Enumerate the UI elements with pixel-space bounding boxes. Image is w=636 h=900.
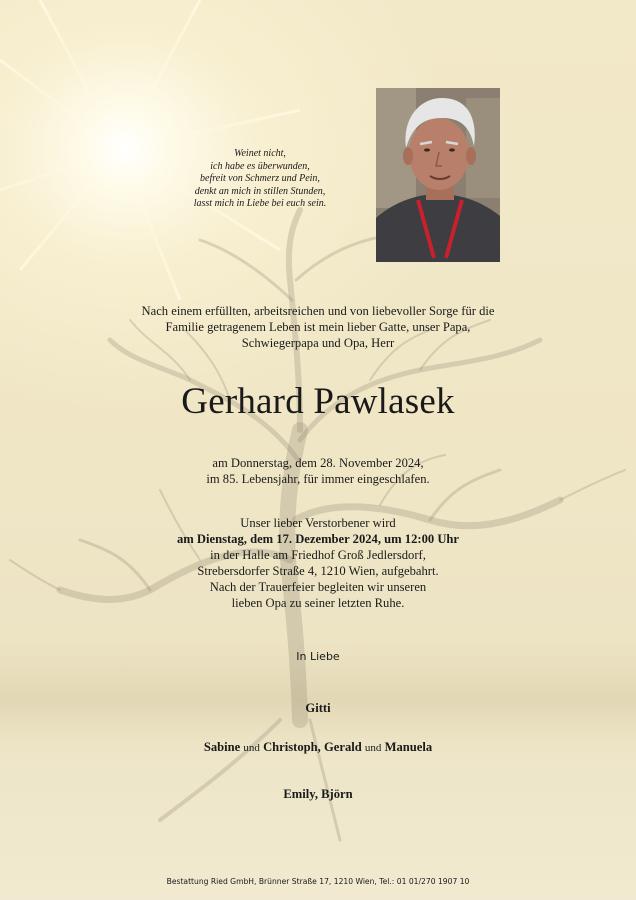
family-und: und <box>243 742 260 754</box>
intro-line: Schwiegerpapa und Opa, Herr <box>241 336 395 350</box>
poem-line: denkt an mich in stillen Stunden, <box>194 185 326 197</box>
service-date: am Dienstag, dem 17. Dezember 2024, um 12:00 Uhr <box>176 532 460 546</box>
family-und: und <box>364 742 382 754</box>
funeral-service-info <box>0 515 636 611</box>
service-line: lieben Opa zu seiner letzten Ruhe. <box>231 596 405 610</box>
family-row-1: Gitti <box>305 701 331 715</box>
intro-line: Familie getragenem Leben ist mein lieber Gatte, unser Papa, <box>165 320 471 334</box>
family-name: Sabine <box>203 740 241 754</box>
deceased-name: Gerhard Pawlasek <box>181 381 455 422</box>
family-name: Christoph, Gerald <box>263 740 362 754</box>
death-line: am Donnerstag, dem 28. November 2024, <box>212 456 424 470</box>
funeral-home-footer: Bestattung Ried GmbH, Brünner Straße 17, 1210 Wien, Tel.: 01 01/270 1907 10 <box>166 877 470 886</box>
intro-text <box>0 303 636 351</box>
family-row-2 <box>0 739 636 756</box>
death-notice <box>0 455 636 487</box>
poem-line: befreit von Schmerz und Pein, <box>200 173 320 184</box>
closing-in-liebe: In Liebe <box>296 650 340 663</box>
service-line: in der Halle am Friedhof Groß Jedlersdorf, <box>210 548 426 562</box>
death-line: im 85. Lebensjahr, für immer eingeschlafen. <box>206 472 430 486</box>
poem-line: Weinet nicht, <box>234 148 286 159</box>
poem-line: ich habe es überwunden, <box>210 160 310 172</box>
service-line: Nach der Trauerfeier begleiten wir unseren <box>209 580 427 594</box>
poem <box>160 148 360 211</box>
family-row-3: Emily, Björn <box>283 787 353 801</box>
intro-line: Nach einem erfüllten, arbeitsreichen und von liebevoller Sorge für die <box>141 304 495 318</box>
service-line: Strebersdorfer Straße 4, 1210 Wien, aufgebahrt. <box>197 564 439 578</box>
poem-line: lasst mich in Liebe bei euch sein. <box>193 198 327 209</box>
family-name: Manuela <box>384 740 433 754</box>
portrait-illustration <box>376 88 500 262</box>
service-line: Unser lieber Verstorbener wird <box>240 516 396 530</box>
portrait-photo <box>376 88 500 262</box>
